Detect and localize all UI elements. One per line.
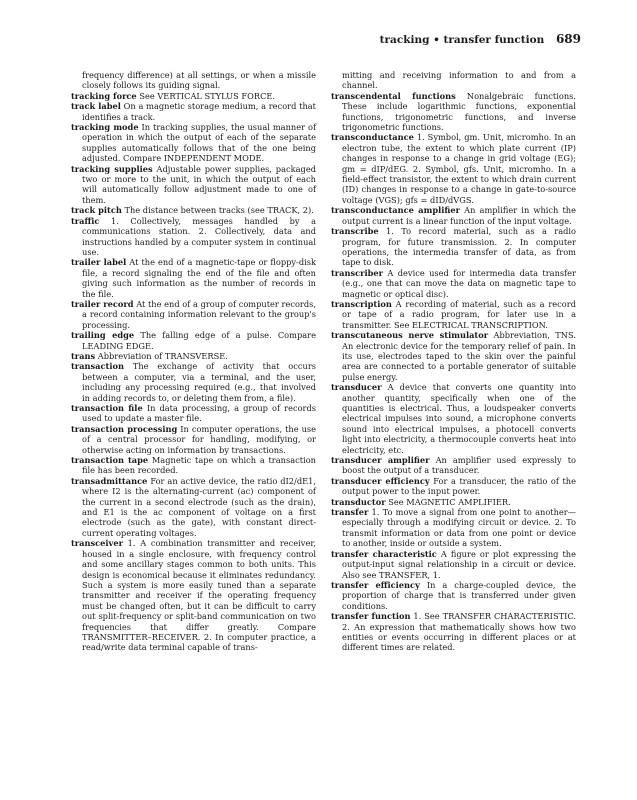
dictionary-entry bbox=[331, 497, 576, 507]
entry-definition: 1. To record material, such as a radio program, for future transmission. 2. In computer operations, the intermedia transfer of data, as from tape to disk. bbox=[342, 226, 576, 268]
dictionary-entry bbox=[71, 538, 316, 652]
entry-term: transfer efficiency bbox=[331, 579, 420, 590]
bullet-separator: • bbox=[433, 34, 440, 46]
entry-definition: A device that converts one quantity into another quantity, specifically when one of the quantities is electrical. Thus, a loudspeaker converts electrical impulses into sound, a microphone converts sound into electrical impulses, a photocell converts light into electricity, a thermocouple converts heat into electricity, etc. bbox=[342, 382, 576, 455]
entry-term: trailer label bbox=[71, 257, 127, 268]
entry-definition: On a magnetic storage medium, a record that identifies a track. bbox=[82, 101, 316, 122]
dictionary-entry bbox=[331, 476, 576, 497]
entry-definition: A device used for intermedia data transfer (e.g., one that can move the data on magnetic tape to magnetic or optical disc). bbox=[342, 267, 576, 299]
dictionary-entry bbox=[71, 361, 316, 403]
entry-definition: The falling edge of a pulse. Compare LEADING EDGE. bbox=[82, 330, 316, 351]
entry-term: transaction tape bbox=[71, 455, 149, 466]
entry-term: transaction processing bbox=[71, 423, 178, 434]
entry-term: transcendental functions bbox=[331, 90, 456, 101]
entry-term: transcriber bbox=[331, 267, 384, 278]
entry-term: track label bbox=[71, 101, 121, 112]
entry-term: trailer record bbox=[71, 298, 134, 309]
entry-definition: Nonalgebraic functions. These include logarithmic functions, exponential functions, trigonometric functions, and inverse trigonometric functions. bbox=[342, 90, 577, 133]
dictionary-entry bbox=[331, 580, 576, 611]
left-column bbox=[71, 70, 316, 653]
entry-term: transaction bbox=[71, 361, 124, 372]
dictionary-entry bbox=[71, 330, 316, 351]
entry-term: transfer function bbox=[331, 611, 411, 622]
entry-term: track pitch bbox=[71, 205, 122, 216]
entry-term: trans bbox=[71, 350, 96, 361]
entry-definition: A figure or plot expressing the output-input signal relationship in a circuit or device. Also see TRANSFER, 1. bbox=[342, 548, 576, 580]
entry-term: transcribe bbox=[331, 226, 379, 237]
entry-term: tracking supplies bbox=[71, 163, 153, 174]
entry-term: transconductance amplifier bbox=[331, 205, 460, 216]
entry-definition: For an active device, the ratio dI2/dE1, where I2 is the alternating-current (ac) component of the current in a second electrode (such as the drain), and E1 is the ac component of voltage on a first electrode (such as the gate), with constant direct-current operating voltages. bbox=[82, 475, 316, 538]
dictionary-entry bbox=[331, 549, 576, 580]
entry-definition: 1. To move a signal from one point to another—especially through a modifying circuit or device. 2. To transmit information or data from one point or device to another, inside or outside a system. bbox=[342, 507, 577, 549]
dictionary-entry bbox=[71, 164, 316, 206]
continuation-text: mitting and receiving information to and from a channel. bbox=[342, 70, 576, 91]
entry-definition: Abbreviation, TNS. An electronic device for the temporary relief of pain. In its use, electrodes taped to the skin over the painful area are connected to a portable generator of suitable pulse energy. bbox=[342, 330, 576, 382]
entry-definition: In a charge-coupled device, the proportion of charge that is transferred under given conditions. bbox=[342, 579, 576, 611]
entry-definition: Abbreviation of TRANSVERSE. bbox=[97, 350, 228, 361]
entry-definition: 1. Collectively, messages handled by a communications station. 2. Collectively, data and instructions handled by a computer system in continual use. bbox=[82, 215, 317, 257]
entry-definition: See VERTICAL STYLUS FORCE. bbox=[139, 90, 276, 101]
entry-definition: An amplifier in which the output current is a linear function of the input voltage. bbox=[342, 205, 576, 226]
entry-definition: For a transducer, the ratio of the output power to the input power. bbox=[342, 475, 577, 497]
left-entry-list bbox=[71, 91, 316, 653]
right-entry-list bbox=[331, 91, 576, 653]
running-head bbox=[380, 32, 581, 46]
page-number: 689 bbox=[555, 32, 581, 46]
entry-definition: The exchange of activity that occurs between a computer, via a terminal, and the user, including any processing required (e.g., that involved in adding records to, or deleting them from, a file). bbox=[82, 361, 316, 403]
entry-term: transceiver bbox=[71, 538, 123, 549]
entry-definition: At the end of a group of computer records, a record containing information relevant to the group's processing. bbox=[82, 298, 317, 330]
dictionary-entry bbox=[331, 455, 576, 476]
dictionary-entry bbox=[331, 382, 576, 455]
entry-definition: A recording of material, such as a record or tape of a radio program, for later use in a transmitter. See ELECTRICAL TRANSCRIPTION. bbox=[342, 298, 576, 330]
entry-definition: In data processing, a group of records used to update a master file. bbox=[82, 403, 317, 424]
entry-definition: 1. Symbol, gm. Unit, micromho. In an electron tube, the extent to which plate current (IP) changes in response to a change in grid voltage (EG); gm = dIP/dEG. 2. Symbol, gfs. Unit, micromho. In a field-effect transistor, the extent to which drain current (ID) changes in response to a change in gate-to-source voltage (VGS); gfs = dID/dVGS. bbox=[342, 132, 576, 205]
dictionary-entry bbox=[331, 205, 576, 226]
entry-term: transcutaneous nerve stimulator bbox=[331, 330, 489, 341]
entry-term: transcription bbox=[331, 298, 392, 309]
dictionary-entry bbox=[331, 611, 576, 653]
entry-term: traffic bbox=[71, 215, 100, 226]
dictionary-entry bbox=[71, 101, 316, 122]
entry-definition: Magnetic tape on which a transaction file has been recorded. bbox=[82, 455, 316, 476]
dictionary-entry bbox=[331, 268, 576, 299]
entry-definition: See MAGNETIC AMPLIFIER. bbox=[388, 496, 511, 507]
entry-definition: In tracking supplies, the usual manner of operation in which the output of each of the separate supplies automatically follows that of the one being adjusted. Compare INDEPENDENT MODE. bbox=[82, 122, 316, 164]
entry-term: transfer bbox=[331, 507, 369, 518]
entry-definition: An amplifier used expressly to boost the output of a transducer. bbox=[342, 455, 577, 476]
entry-term: tracking mode bbox=[71, 122, 139, 133]
entry-definition: The distance between tracks (see TRACK, 2). bbox=[124, 205, 314, 216]
dictionary-entry bbox=[71, 122, 316, 164]
entry-term: transadmittance bbox=[71, 475, 148, 486]
entry-definition: 1. See TRANSFER CHARACTERISTIC. 2. An expression that mathematically shows how two entities or events occurring in different places or at different times are related. bbox=[342, 611, 576, 653]
dictionary-entry bbox=[331, 507, 576, 549]
running-head-last-word: transfer function bbox=[443, 34, 545, 46]
entry-definition: At the end of a magnetic-tape or floppy-disk file, a record signaling the end of the file and often giving such information as the number of records in the file. bbox=[82, 257, 317, 299]
dictionary-entry bbox=[331, 91, 576, 133]
dictionary-entry bbox=[71, 455, 316, 476]
entry-term: trailing edge bbox=[71, 330, 135, 341]
dictionary-entry bbox=[71, 476, 316, 538]
entry-term: transductor bbox=[331, 496, 386, 507]
dictionary-entry bbox=[71, 216, 316, 258]
entry-term: transconductance bbox=[331, 132, 414, 143]
dictionary-entry bbox=[71, 205, 316, 215]
dictionary-entry bbox=[331, 226, 576, 268]
dictionary-entry bbox=[71, 257, 316, 299]
right-column bbox=[331, 70, 576, 653]
entry-definition: Adjustable power supplies, packaged two or more to the unit, in which the output of each will automatically follow adjustment made to one of them. bbox=[82, 163, 316, 205]
entry-definition: In computer operations, the use of a central processor for handling, modifying, or otherwise acting on information by transactions. bbox=[82, 423, 317, 455]
dictionary-entry bbox=[331, 330, 576, 382]
dictionary-entry bbox=[331, 132, 576, 205]
running-head-first-word: tracking bbox=[379, 34, 430, 46]
entry-term: transaction file bbox=[71, 403, 143, 413]
entry-term: transducer efficiency bbox=[331, 475, 430, 486]
dictionary-entry bbox=[71, 91, 316, 101]
dictionary-entry bbox=[71, 424, 316, 455]
dictionary-entry bbox=[71, 403, 316, 424]
dictionary-entry bbox=[71, 299, 316, 330]
entry-definition: 1. A combination transmitter and receiver, housed in a single enclosure, with frequency control and some ancillary stages common to both units. This design is economical because it eliminates redundancy. Such a system is more easily tuned than a separate transmitter and receiver if the operating frequency must be changed often, but it can be difficult to carry out split-frequency or split-band communication on two frequencies that differ greatly. Compare TRANSMITTER–RECEIVER. 2. In computer practice, a read/write data terminal capable of trans- bbox=[82, 538, 316, 653]
entry-term: transducer amplifier bbox=[331, 455, 430, 466]
entry-term: transfer characteristic bbox=[331, 548, 437, 559]
continuation-text: frequency difference) at all settings, or when a missile closely follows its guiding signal. bbox=[82, 70, 316, 91]
entry-term: transducer bbox=[331, 382, 382, 393]
entry-term: tracking force bbox=[71, 90, 137, 101]
dictionary-entry bbox=[71, 351, 316, 361]
dictionary-entry bbox=[331, 299, 576, 330]
